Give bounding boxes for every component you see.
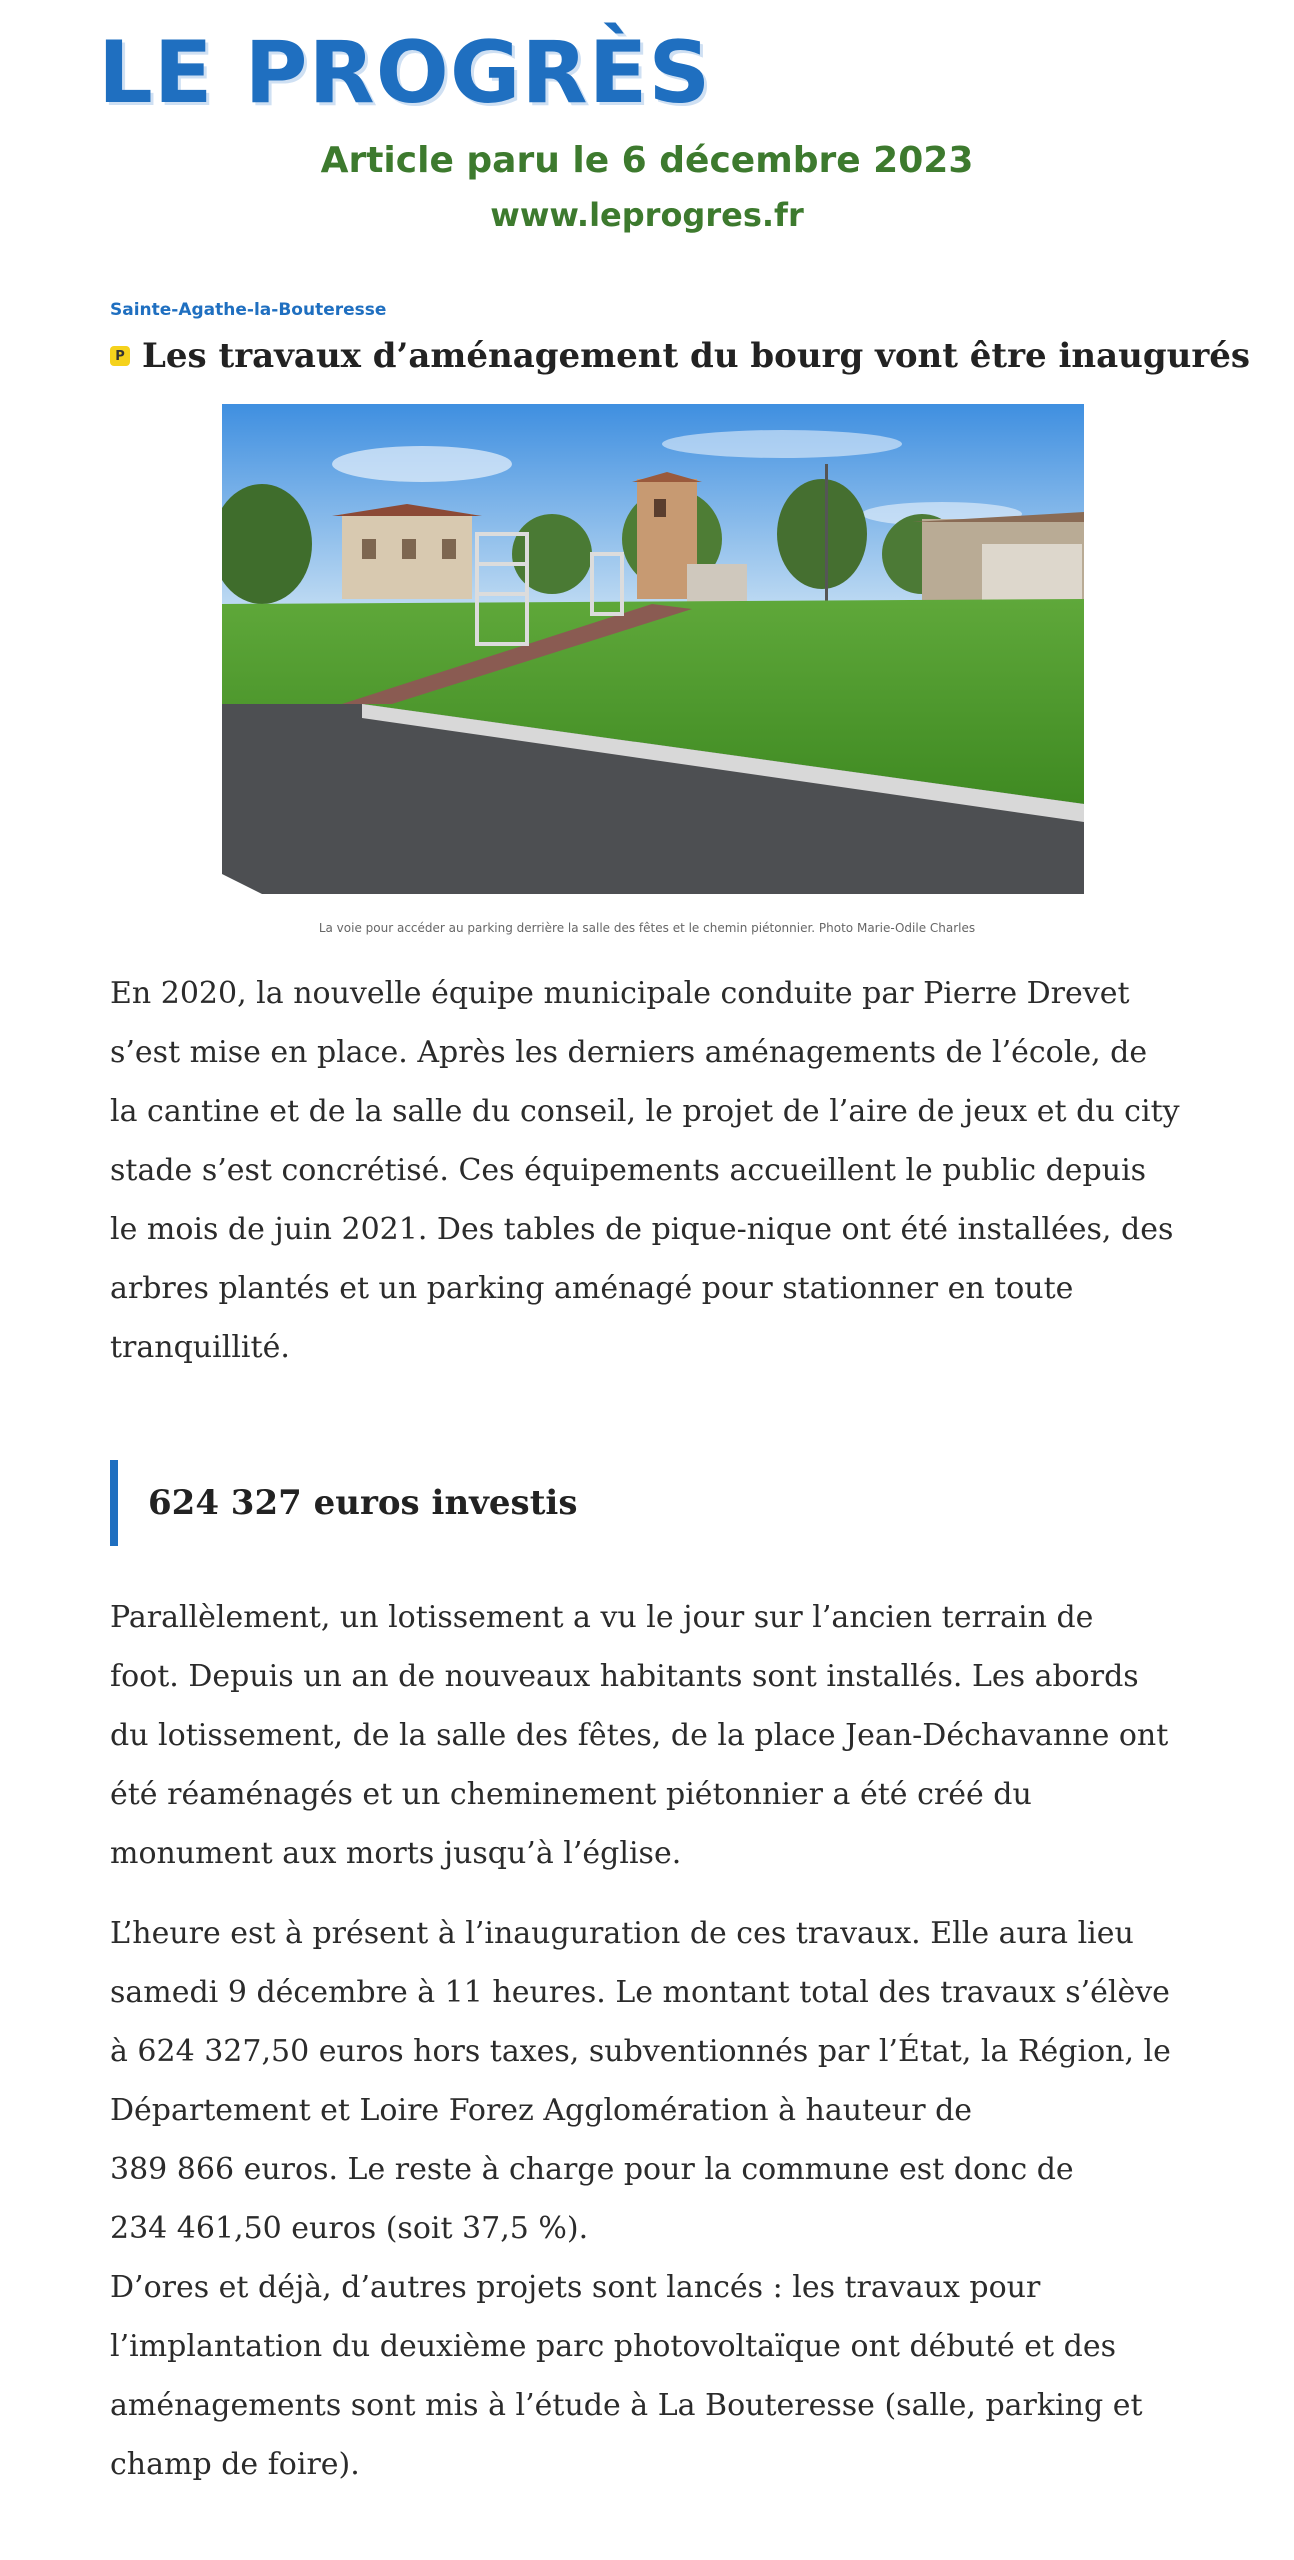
text-line: samedi 9 décembre à 11 heures. Le montant total des travaux s’élève — [110, 1975, 1170, 2010]
article-photo — [222, 404, 1084, 894]
text-line: tranquillité. — [110, 1330, 290, 1365]
text-line: foot. Depuis un an de nouveaux habitants sont installés. Les abords — [110, 1659, 1139, 1694]
headline-row — [110, 336, 1251, 376]
paragraph-1 — [110, 964, 1200, 1377]
section-label: Sainte-Agathe-la-Bouteresse — [110, 300, 387, 320]
website-url: www.leprogres.fr — [490, 196, 804, 234]
text-line: s’est mise en place. Après les derniers aménagements de l’école, de — [110, 1035, 1148, 1070]
text-line: 234 461,50 euros (soit 37,5 %). — [110, 2211, 589, 2246]
text-line: Département et Loire Forez Agglomération à hauteur de — [110, 2093, 973, 2128]
text-line: la cantine et de la salle du conseil, le projet de l’aire de jeux et du city — [110, 1094, 1180, 1129]
newspaper-logo: LE PROGRÈS — [98, 23, 712, 123]
section-subheading: 624 327 euros investis — [110, 1460, 577, 1546]
text-line: arbres plantés et un parking aménagé pour stationner en toute — [110, 1271, 1074, 1306]
text-line: Parallèlement, un lotissement a vu le jour sur l’ancien terrain de — [110, 1600, 1094, 1635]
text-line: L’heure est à présent à l’inauguration de ces travaux. Elle aura lieu — [110, 1916, 1134, 1951]
text-line: été réaménagés et un cheminement piétonnier a été créé du — [110, 1777, 1032, 1812]
photo-caption: La voie pour accéder au parking derrière la salle des fêtes et le chemin piétonnier. Photo Marie-Odile Charles — [318, 921, 976, 935]
article-title: Les travaux d’aménagement du bourg vont être inaugurés — [142, 336, 1251, 376]
premium-badge-icon: P — [110, 346, 130, 366]
text-line: le mois de juin 2021. Des tables de pique-nique ont été installées, des — [110, 1212, 1174, 1247]
text-line: l’implantation du deuxième parc photovoltaïque ont débuté et des — [110, 2329, 1116, 2364]
village-square-photo — [222, 404, 1084, 894]
publication-date: Article paru le 6 décembre 2023 — [320, 140, 974, 181]
paragraph-2 — [110, 1588, 1200, 1883]
text-line: aménagements sont mis à l’étude à La Bouteresse (salle, parking et — [110, 2388, 1143, 2423]
text-line: du lotissement, de la salle des fêtes, de la place Jean-Déchavanne ont — [110, 1718, 1169, 1753]
text-line: stade s’est concrétisé. Ces équipements accueillent le public depuis — [110, 1153, 1147, 1188]
text-line: En 2020, la nouvelle équipe municipale conduite par Pierre Drevet — [110, 976, 1130, 1011]
text-line: D’ores et déjà, d’autres projets sont lancés : les travaux pour — [110, 2270, 1041, 2305]
text-line: champ de foire). — [110, 2447, 360, 2482]
text-line: à 624 327,50 euros hors taxes, subventionnés par l’État, la Région, le — [110, 2034, 1171, 2069]
text-line: 389 866 euros. Le reste à charge pour la commune est donc de — [110, 2152, 1074, 2187]
paragraph-3 — [110, 1904, 1200, 2494]
text-line: monument aux morts jusqu’à l’église. — [110, 1836, 682, 1871]
